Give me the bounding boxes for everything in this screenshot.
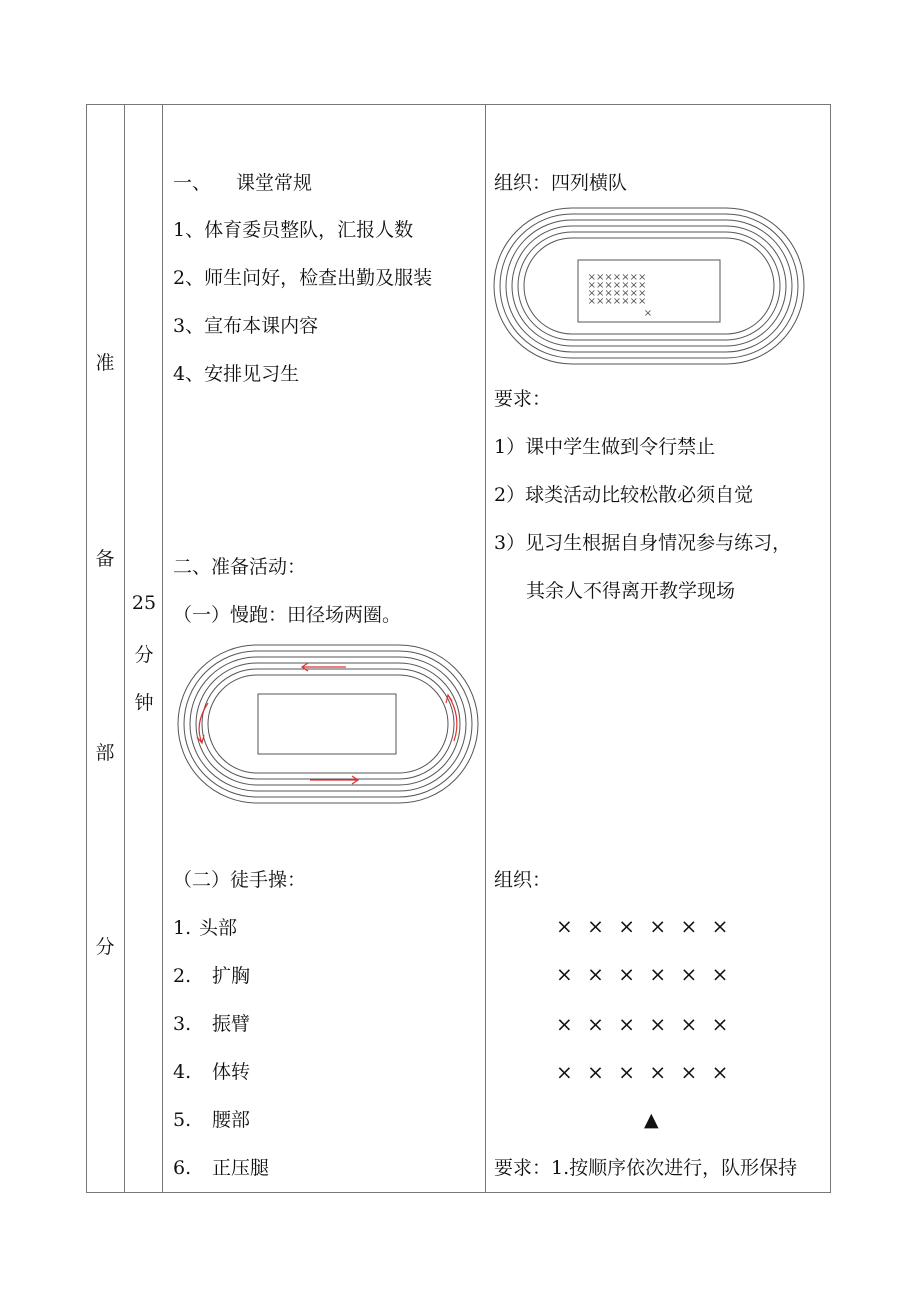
time-unit-char: 分	[134, 644, 154, 666]
requirement-item: 2）球类活动比较松散必须自觉	[494, 484, 754, 506]
exercise-name: 扩胸	[212, 965, 251, 987]
svg-text:×××××××: ×××××××	[587, 288, 647, 299]
requirement-2: 要求：1.按顺序依次进行，队形保持	[494, 1157, 798, 1179]
exercise-number: 4.	[173, 1061, 192, 1083]
routine-item: 4、安排见习生	[173, 363, 300, 385]
exercise-name: 腰部	[212, 1109, 251, 1131]
formation-row: × × × × × ×	[556, 1012, 731, 1036]
column-divider	[124, 104, 125, 1193]
formation-row: × × × × × ×	[556, 962, 731, 986]
routine-title-number: 一、	[173, 172, 212, 194]
exercise-name: 振臂	[212, 1013, 251, 1035]
section-name-char: 准	[95, 352, 115, 374]
svg-text:×××××××: ×××××××	[587, 280, 647, 291]
column-divider	[162, 104, 163, 1193]
requirement-item: 1）课中学生做到令行禁止	[494, 436, 716, 458]
section-name-char: 部	[95, 742, 115, 764]
exercise-number: 3.	[173, 1013, 192, 1035]
teacher-position-icon: ▲	[644, 1109, 659, 1131]
exercise-number: 6.	[173, 1157, 192, 1179]
exercise-number: 1.	[173, 917, 192, 939]
freehand-title: （二）徒手操：	[173, 869, 307, 891]
requirements-title: 要求：	[494, 388, 552, 410]
warmup-title: 二、准备活动：	[173, 556, 307, 578]
svg-text:×: ×	[643, 308, 653, 319]
formation-row: × × × × × ×	[556, 914, 731, 938]
time-value: 25	[131, 592, 157, 614]
requirement-item-continued: 其余人不得离开教学现场	[526, 580, 736, 602]
column-divider	[485, 104, 486, 1193]
exercise-number: 5.	[173, 1109, 192, 1131]
organization-label: 组织：四列横队	[494, 172, 628, 194]
time-unit-char: 钟	[134, 692, 154, 714]
exercise-number: 2.	[173, 965, 192, 987]
jog-instruction: （一）慢跑：田径场两圈。	[173, 604, 402, 626]
section-name-char: 分	[95, 936, 115, 958]
exercise-name: 头部	[199, 917, 238, 939]
exercise-name: 体转	[212, 1061, 251, 1083]
routine-item: 1、体育委员整队，汇报人数	[173, 219, 414, 241]
formation-track-diagram	[494, 208, 804, 364]
formation-row: × × × × × ×	[556, 1060, 731, 1084]
organization-label-2: 组织：	[494, 869, 552, 891]
jogging-track-diagram	[178, 645, 478, 803]
section-name-char: 备	[95, 548, 115, 570]
routine-item: 2、师生问好，检查出勤及服装	[173, 267, 433, 289]
svg-text:×××××××: ×××××××	[587, 272, 647, 283]
routine-title: 课堂常规	[236, 172, 313, 194]
requirement-item: 3）见习生根据自身情况参与练习，	[494, 532, 792, 554]
svg-text:×××××××: ×××××××	[587, 296, 647, 307]
routine-item: 3、宣布本课内容	[173, 315, 319, 337]
student-formation-marks	[588, 272, 653, 319]
exercise-name: 正压腿	[212, 1157, 270, 1179]
